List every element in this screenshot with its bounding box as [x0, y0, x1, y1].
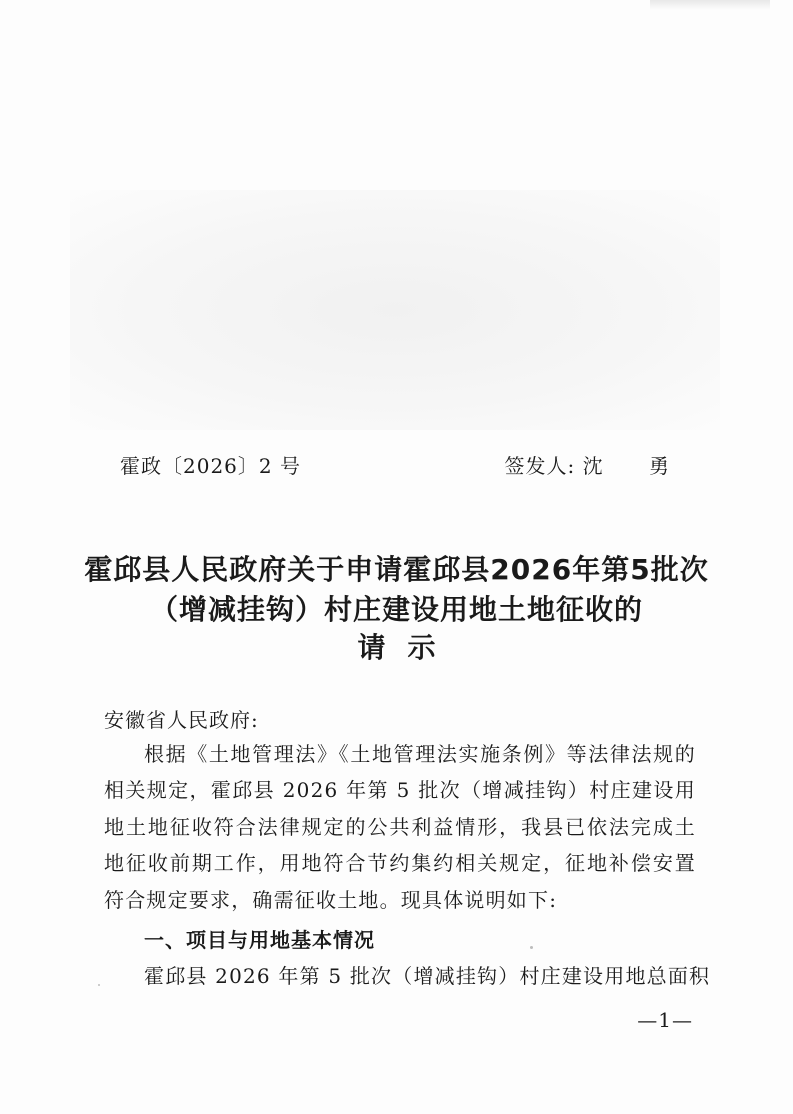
signer-line: [505, 450, 689, 479]
scan-speck: [98, 984, 100, 986]
signer-label: 签发人:: [504, 454, 576, 478]
section-heading-1: 一、项目与用地基本情况: [144, 928, 375, 952]
body-paragraph-2: 霍邱县 2026 年第 5 批次（增减挂钩）村庄建设用地总面积: [144, 964, 711, 988]
body-paragraph-1: 根据《土地管理法》《土地管理法实施条例》等法律法规的相关规定，霍邱县 2026 年第 5 批次（增减挂钩）村庄建设用地土地征收符合法律规定的公共利益情形，我县已依法完成土地征收前期工作，用地符合节约集约相关规定，征地补偿安置符合规定要求，确需征收土地。现具体说明如下:: [104, 742, 696, 912]
title-line-2: （增减挂钩）村庄建设用地土地征收的: [149, 593, 643, 626]
signer-name: 沈 勇: [582, 454, 689, 478]
page-number: —1—: [637, 1008, 693, 1032]
scan-speck: [530, 946, 533, 949]
salutation: 安徽省人民政府:: [104, 708, 259, 732]
scan-edge-shadow: [650, 0, 770, 10]
title-line-3: 请示: [357, 631, 458, 664]
blank-header-area: [70, 190, 720, 430]
document-number: 霍政〔2026〕2 号: [120, 454, 301, 478]
title-line-1: 霍邱县人民政府关于申请霍邱县2026年第5批次: [84, 553, 709, 586]
